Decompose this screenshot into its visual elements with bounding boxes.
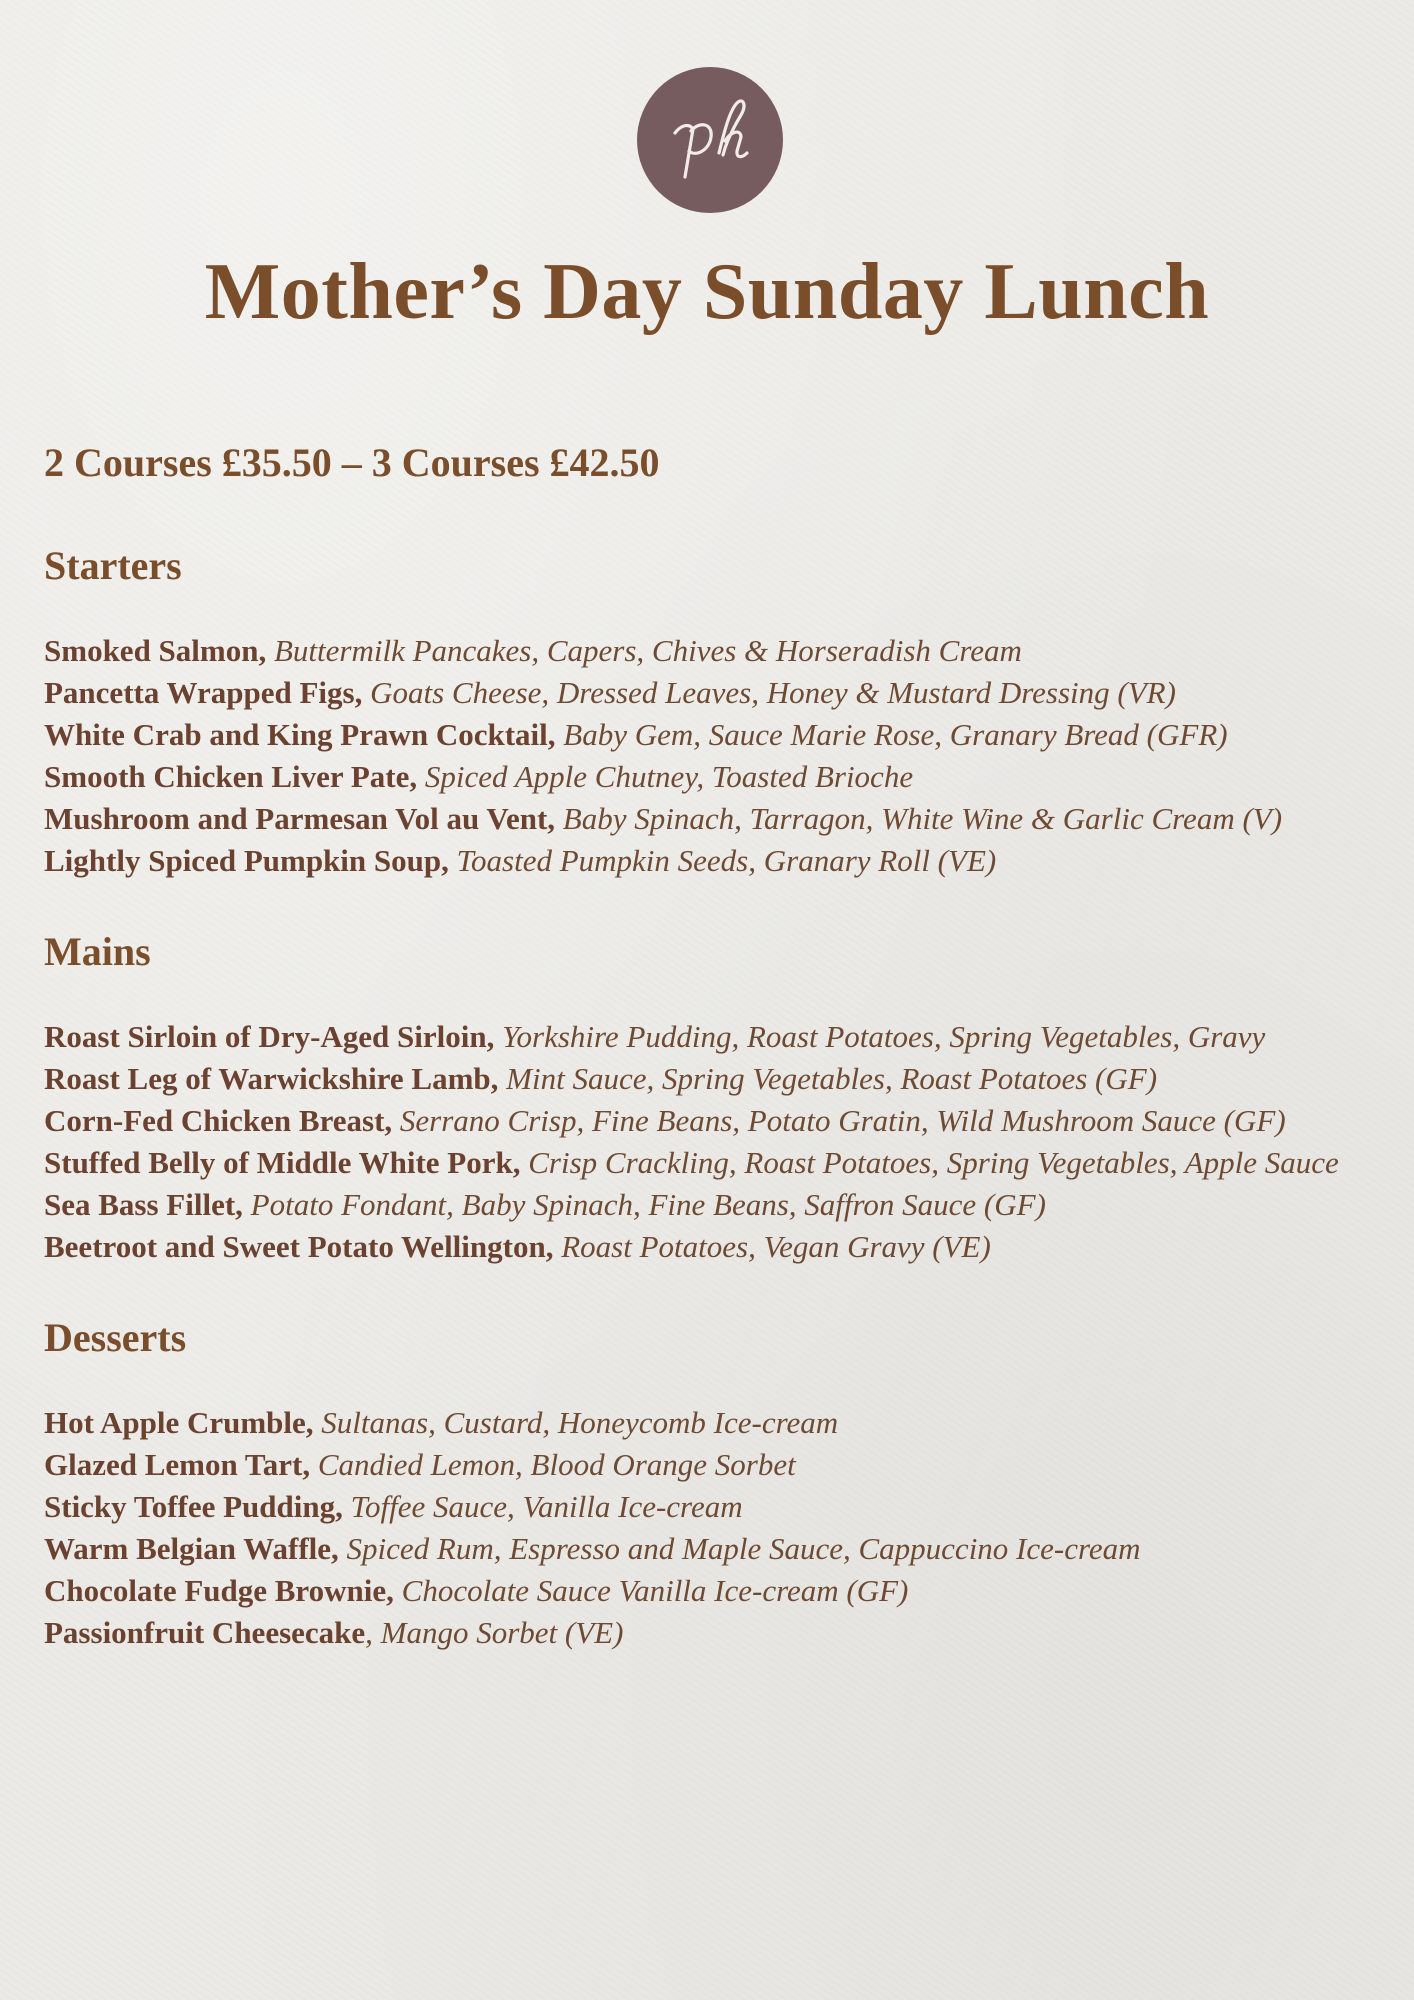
item-name: Smooth Chicken Liver Pate, xyxy=(44,759,418,794)
menu-item xyxy=(44,840,1384,882)
menu-item xyxy=(44,1486,1384,1528)
item-name: White Crab and King Prawn Cocktail, xyxy=(44,717,556,752)
mains-section xyxy=(44,930,1384,1268)
price-line: 2 Courses £35.50 – 3 Courses £42.50 xyxy=(44,440,660,485)
item-name: Warm Belgian Waffle, xyxy=(44,1531,339,1566)
item-description: , Mango Sorbet (VE) xyxy=(365,1615,624,1650)
starters-list xyxy=(44,630,1384,882)
item-name: Sticky Toffee Pudding, xyxy=(44,1489,343,1524)
item-description: Sultanas, Custard, Honeycomb Ice-cream xyxy=(321,1405,839,1440)
item-description: Toffee Sauce, Vanilla Ice-cream xyxy=(350,1489,743,1524)
desserts-list xyxy=(44,1402,1384,1654)
ph-monogram-icon xyxy=(637,67,783,213)
section-heading-desserts: Desserts xyxy=(44,1315,187,1360)
menu-item xyxy=(44,1528,1384,1570)
menu-item xyxy=(44,798,1384,840)
item-description: Mint Sauce, Spring Vegetables, Roast Potatoes (GF) xyxy=(506,1061,1158,1096)
item-name: Mushroom and Parmesan Vol au Vent, xyxy=(44,801,556,836)
menu-item xyxy=(44,1184,1384,1226)
item-description: Serrano Crisp, Fine Beans, Potato Gratin, Wild Mushroom Sauce (GF) xyxy=(399,1103,1286,1138)
item-description: Spiced Rum, Espresso and Maple Sauce, Cappuccino Ice-cream xyxy=(346,1531,1141,1566)
item-name: Corn-Fed Chicken Breast, xyxy=(44,1103,393,1138)
menu-item xyxy=(44,1100,1384,1142)
section-heading-starters: Starters xyxy=(44,543,182,588)
ph-logo-icon xyxy=(637,67,783,213)
menu-item xyxy=(44,1444,1384,1486)
item-name: Hot Apple Crumble, xyxy=(44,1405,314,1440)
item-description: Toasted Pumpkin Seeds, Granary Roll (VE) xyxy=(456,843,997,878)
item-description: Buttermilk Pancakes, Capers, Chives & Horseradish Cream xyxy=(273,633,1022,668)
item-name: Glazed Lemon Tart, xyxy=(44,1447,311,1482)
starters-section xyxy=(44,544,1384,882)
item-description: Crisp Crackling, Roast Potatoes, Spring Vegetables, Apple Sauce xyxy=(528,1145,1339,1180)
item-name: Sea Bass Fillet, xyxy=(44,1187,243,1222)
item-name: Smoked Salmon, xyxy=(44,633,267,668)
menu-item xyxy=(44,1570,1384,1612)
menu-item xyxy=(44,756,1384,798)
menu-item xyxy=(44,714,1384,756)
item-description: Baby Spinach, Tarragon, White Wine & Garlic Cream (V) xyxy=(562,801,1283,836)
item-name: Stuffed Belly of Middle White Pork, xyxy=(44,1145,521,1180)
menu-item xyxy=(44,1142,1384,1184)
section-heading-mains: Mains xyxy=(44,929,151,974)
menu-item xyxy=(44,672,1384,714)
item-description: Yorkshire Pudding, Roast Potatoes, Spring Vegetables, Gravy xyxy=(502,1019,1266,1054)
item-name: Chocolate Fudge Brownie, xyxy=(44,1573,394,1608)
item-description: Candied Lemon, Blood Orange Sorbet xyxy=(317,1447,796,1482)
item-name: Pancetta Wrapped Figs, xyxy=(44,675,363,710)
item-description: Chocolate Sauce Vanilla Ice-cream (GF) xyxy=(401,1573,909,1608)
page-title: Mother’s Day Sunday Lunch xyxy=(204,248,1210,336)
item-name: Lightly Spiced Pumpkin Soup, xyxy=(44,843,449,878)
item-description: Baby Gem, Sauce Marie Rose, Granary Bread (GFR) xyxy=(563,717,1228,752)
menu-item xyxy=(44,1402,1384,1444)
menu-item xyxy=(44,1058,1384,1100)
menu-item xyxy=(44,630,1384,672)
menu-item xyxy=(44,1016,1384,1058)
item-name: Passionfruit Cheesecake xyxy=(44,1615,366,1650)
item-description: Goats Cheese, Dressed Leaves, Honey & Mustard Dressing (VR) xyxy=(370,675,1176,710)
item-name: Roast Sirloin of Dry-Aged Sirloin, xyxy=(44,1019,495,1054)
mains-list xyxy=(44,1016,1384,1268)
item-description: Spiced Apple Chutney, Toasted Brioche xyxy=(424,759,914,794)
menu-content xyxy=(44,440,1384,1702)
menu-item xyxy=(44,1612,1384,1654)
menu-item xyxy=(44,1226,1384,1268)
desserts-section xyxy=(44,1316,1384,1654)
item-description: Potato Fondant, Baby Spinach, Fine Beans, Saffron Sauce (GF) xyxy=(250,1187,1046,1222)
item-name: Roast Leg of Warwickshire Lamb, xyxy=(44,1061,499,1096)
item-name: Beetroot and Sweet Potato Wellington, xyxy=(44,1229,554,1264)
item-description: Roast Potatoes, Vegan Gravy (VE) xyxy=(561,1229,991,1264)
